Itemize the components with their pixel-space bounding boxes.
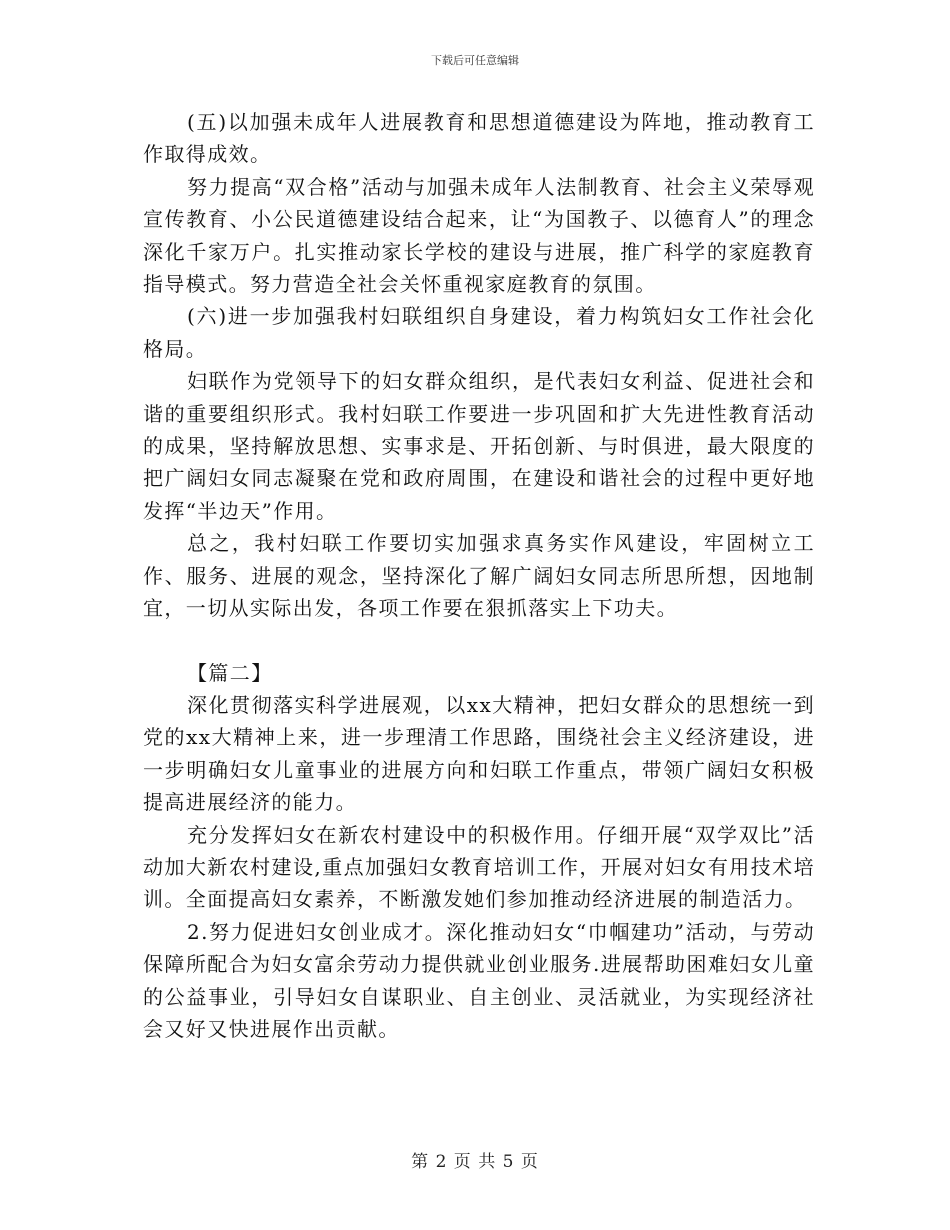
section-spacer — [143, 625, 815, 657]
paragraph-5: (五)以加强未成年人进展教育和思想道德建设为阵地，推动教育工作取得成效。 — [143, 110, 815, 167]
section2-paragraph-3: 2.努力促进妇女创业成才。深化推动妇女“巾帼建功”活动，与劳动保障所配合为妇女富余劳动力提供就业创业服务.进展帮助困难妇女儿童的公益事业，引导妇女自谋职业、自主创业、灵活就业，为实现经济社会又好又快进展作出贡献。 — [143, 919, 815, 1041]
document-body — [143, 106, 815, 1045]
paragraph-6: (六)进一步加强我村妇联组织自身建设，着力构筑妇女工作社会化格局。 — [143, 304, 815, 361]
paragraph-5-body: 努力提高“双合格”活动与加强未成年人法制教育、社会主义荣辱观宣传教育、小公民道德建设结合起来，让“为国教子、以德育人”的理念深化千家万户。扎实推动家长学校的建设与进展，推广科学的家庭教育指导模式。努力营造全社会关怀重视家庭教育的氛围。 — [143, 174, 815, 297]
section2-paragraph-2: 充分发挥妇女在新农村建设中的积极作用。仔细开展“双学双比”活动加大新农村建设,重点加强妇女教育培训工作，开展对妇女有用技术培训。全面提高妇女素养，不断激发她们参加推动经济进展的制造活力。 — [143, 822, 815, 912]
page-header: 下载后可任意编辑 — [431, 54, 519, 67]
paragraph-6-body: 妇联作为党领导下的妇女群众组织，是代表妇女利益、促进社会和谐的重要组织形式。我村妇联工作要进一步巩固和扩大先进性教育活动的成果，坚持解放思想、实事求是、开拓创新、与时俱进，最大限度的把广阔妇女同志凝聚在党和政府周围，在建设和谐社会的过程中更好地发挥“半边天”作用。 — [143, 369, 815, 523]
section-title: 【篇二】 — [187, 660, 273, 685]
section2-paragraph-1: 深化贯彻落实科学进展观，以xx大精神，把妇女群众的思想统一到党的xx大精神上来，进一步理清工作思路，围绕社会主义经济建设，进一步明确妇女儿童事业的进展方向和妇联工作重点，带领广阔妇女积极提高进展经济的能力。 — [143, 692, 815, 815]
paragraph-conclusion: 总之，我村妇联工作要切实加强求真务实作风建设，牢固树立工作、服务、进展的观念，坚持深化了解广阔妇女同志所思所想，因地制宜，一切从实际出发，各项工作要在狠抓落实上下功夫。 — [143, 531, 815, 621]
page-footer: 第 2 页 共 5 页 — [411, 1152, 539, 1172]
